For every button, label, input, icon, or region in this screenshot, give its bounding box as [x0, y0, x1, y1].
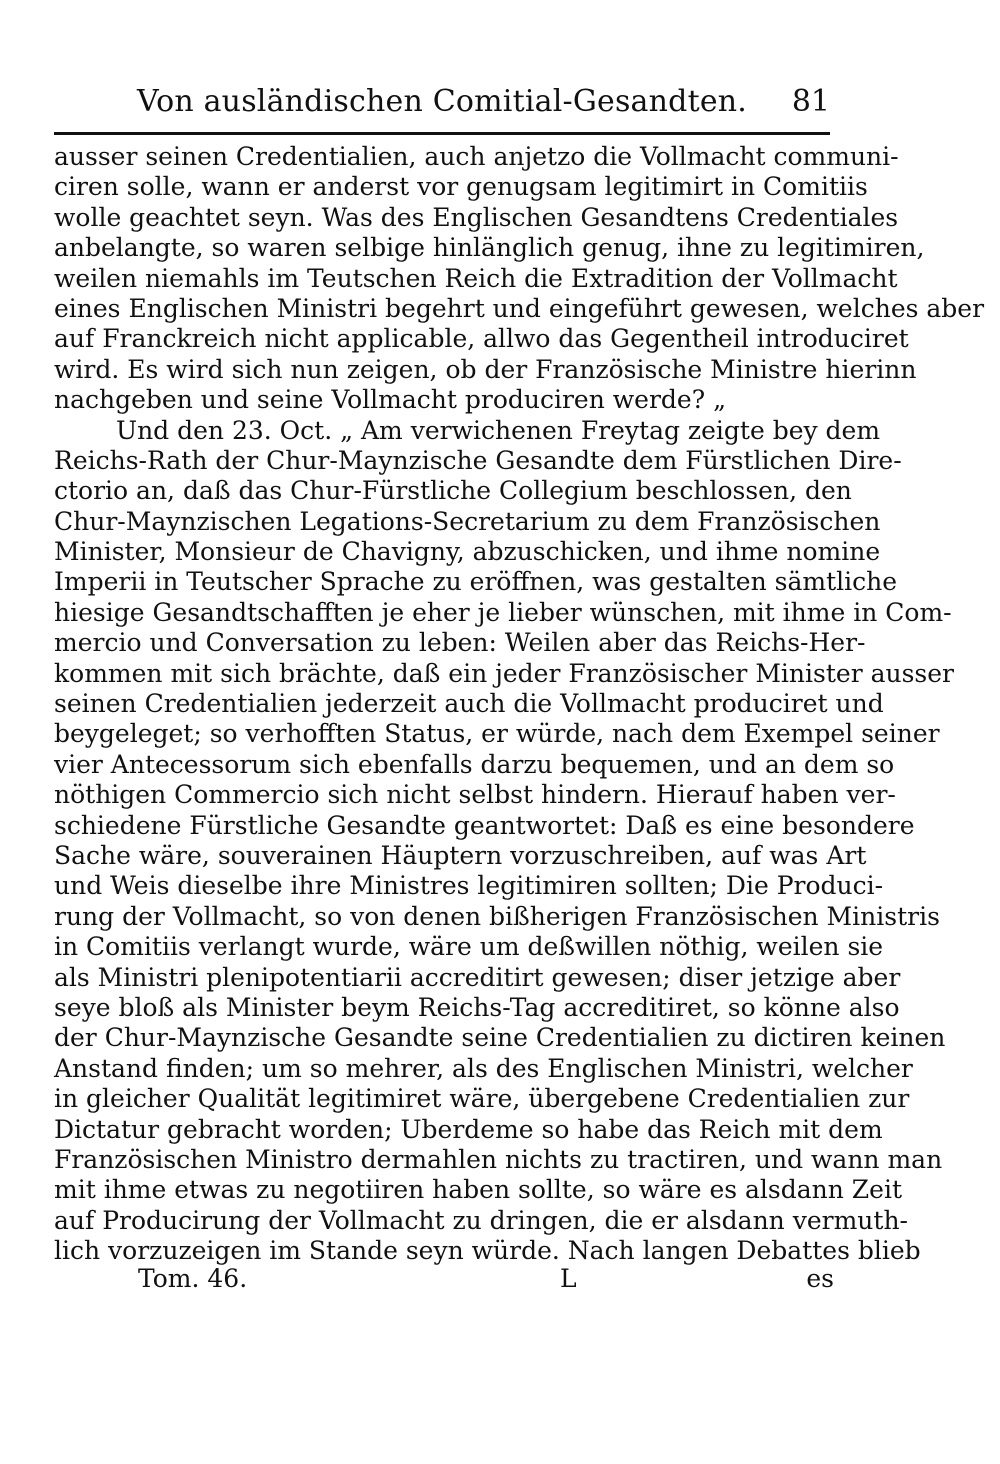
page-header [54, 78, 830, 122]
text-line: Französischen Ministro dermahlen nichts zu tractiren, und wann man [54, 1144, 943, 1174]
text-line: wird. Es wird sich nun zeigen, ob der Französische Ministre hierinn [54, 354, 917, 384]
text-line: mercio und Conversation zu leben: Weilen aber das Reichs-Her- [54, 628, 866, 658]
text-line: wolle geachtet seyn. Was des Englischen Gesandtens Credentiales [54, 202, 899, 232]
text-line: in gleicher Qualität legitimiret wäre, übergebene Credentialien zur [54, 1084, 910, 1114]
text-line: Sache wäre, souverainen Häuptern vorzuschreiben, auf was Art [54, 840, 867, 870]
text-line: eines Englischen Ministri begehrt und eingeführt gewesen, welches aber [54, 293, 985, 323]
text-line: und Weis dieselbe ihre Ministres legitimiren sollten; Die Produci- [54, 871, 884, 901]
text-line: anbelangte, so waren selbige hinlänglich genug, ihne zu legitimiren, [54, 233, 925, 263]
page-footer [54, 1264, 834, 1298]
text-line: auf Franckreich nicht applicable, allwo das Gegentheil introduciret [54, 324, 909, 354]
text-line: schiedene Fürstliche Gesandte geantwortet: Daß es eine besondere [54, 810, 915, 840]
text-line: in Comitiis verlangt wurde, wäre um deßwillen nöthig, weilen sie [54, 932, 884, 962]
running-head: Von ausländischen Comitial-Gesandten. [136, 84, 748, 119]
text-line: ciren solle, wann er anderst vor genugsam legitimirt in Comitiis [54, 172, 868, 202]
page-number: 81 [791, 84, 830, 119]
text-line: seye bloß als Minister beym Reichs-Tag accreditiret, so könne also [54, 992, 900, 1022]
text-line: ausser seinen Credentialien, auch anjetzo die Vollmacht communi- [54, 142, 899, 171]
text-line: kommen mit sich brächte, daß ein jeder Französischer Minister ausser [54, 658, 954, 688]
text-line: beygeleget; so verhofften Status, er würde, nach dem Exempel seiner [54, 719, 940, 749]
text-line: lich vorzuzeigen im Stande seyn würde. Nach langen Debattes blieb [54, 1236, 921, 1266]
text-line: Dictatur gebracht worden; Uberdeme so habe das Reich mit dem [54, 1114, 883, 1144]
header-rule [54, 132, 830, 135]
text-line: als Ministri plenipotentiarii accreditirt gewesen; diser jetzige aber [54, 962, 901, 992]
text-line: der Chur-Maynzische Gesandte seine Credentialien zu dictiren keinen [54, 1023, 946, 1053]
text-line: ctorio an, daß das Chur-Fürstliche Collegium beschlossen, den [54, 476, 852, 506]
text-line: Und den 23. Oct. „ Am verwichenen Freytag zeigte bey dem [116, 415, 881, 445]
text-line: rung der Vollmacht, so von denen bißherigen Französischen Ministris [54, 901, 940, 931]
text-line: Minister, Monsieur de Chavigny, abzuschicken, und ihme nomine [54, 537, 881, 567]
catchword: es [806, 1264, 834, 1293]
text-line: weilen niemahls im Teutschen Reich die Extradition der Vollmacht [54, 263, 898, 293]
signature-mark: L [560, 1264, 577, 1293]
text-line: seinen Credentialien jederzeit auch die Vollmacht produciret und [54, 689, 884, 719]
text-line: nöthigen Commercio sich nicht selbst hindern. Hierauf haben ver- [54, 780, 896, 810]
text-line: mit ihme etwas zu negotiiren haben sollte, so wäre es alsdann Zeit [54, 1175, 903, 1205]
text-line: Anstand finden; um so mehrer, als des Englischen Ministri, welcher [54, 1053, 913, 1083]
volume-signature: Tom. 46. [138, 1264, 248, 1293]
text-line: hiesige Gesandtschafften je eher je lieber wünschen, mit ihme in Com- [54, 597, 952, 627]
body-text [54, 142, 985, 1266]
text-line: auf Producirung der Vollmacht zu dringen, die er alsdann vermuth- [54, 1205, 908, 1235]
text-line: nachgeben und seine Vollmacht produciren werde? „ [54, 385, 727, 415]
text-line: Imperii in Teutscher Sprache zu eröffnen, was gestalten sämtliche [54, 567, 898, 597]
text-line: vier Antecessorum sich ebenfalls darzu bequemen, und an dem so [54, 749, 895, 779]
text-line: Reichs-Rath der Chur-Maynzische Gesandte dem Fürstlichen Dire- [54, 445, 902, 475]
text-line: Chur-Maynzischen Legations-Secretarium zu dem Französischen [54, 506, 881, 536]
